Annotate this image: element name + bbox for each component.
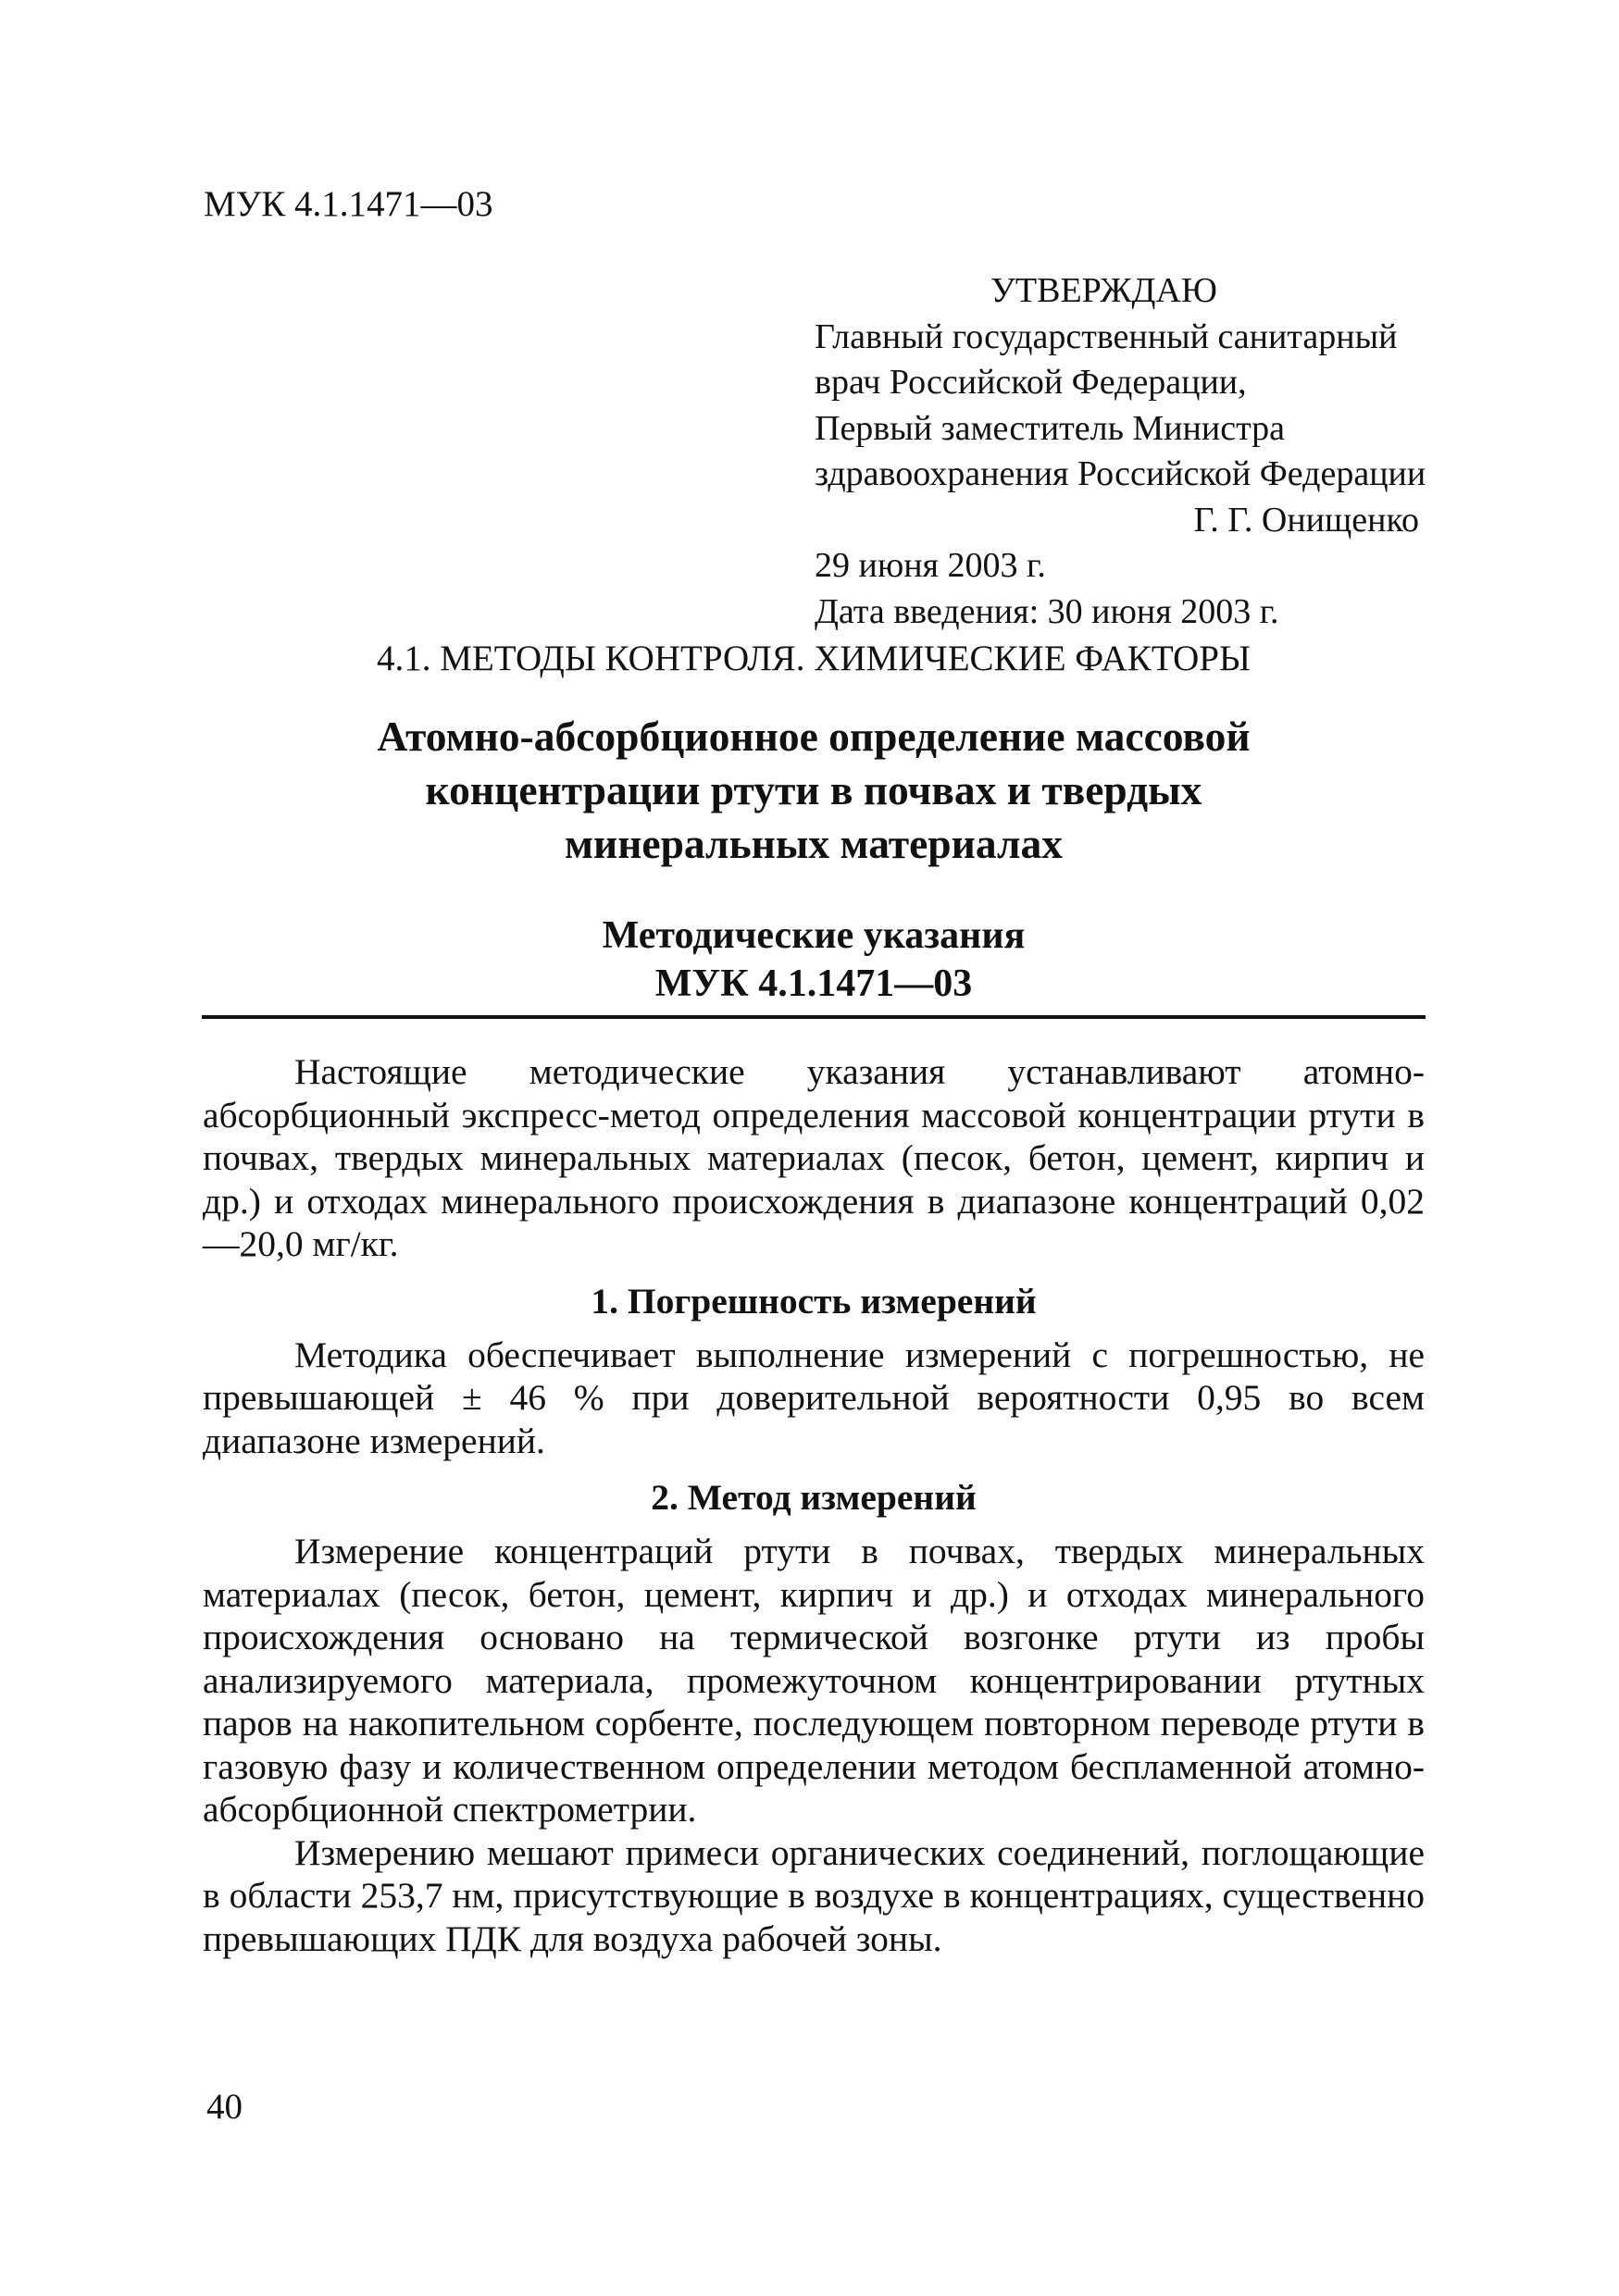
effective-date: Дата введения: 30 июня 2003 г. [815, 591, 1279, 631]
section-title-error: 1. Погрешность измерений [591, 1280, 1037, 1322]
body-text [203, 1050, 1425, 1960]
title-line: концентрации ртути в почвах и твердых [425, 766, 1202, 813]
section-heading: 4.1. МЕТОДЫ КОНТРОЛЯ. ХИМИЧЕСКИЕ ФАКТОРЫ [377, 639, 1251, 678]
approval-line: Главный государственный санитарный [815, 316, 1398, 356]
subtitle-line: Методические указания [602, 914, 1026, 957]
approver-name: Г. Г. Онищенко [1193, 500, 1419, 540]
approval-block [815, 268, 1463, 635]
intro-paragraph: Настоящие методические указания устанавливают атомно-абсорбционный экспресс-метод определения массовой концентрации ртути в почвах, твердых минеральных материалах (песок, бетон, цемент, кирпич и др.) и отходах минерального происхождения в диапазоне концентраций 0,02—20,0 мг/кг. [203, 1051, 1425, 1264]
title-line: минеральных материалах [564, 820, 1064, 867]
paragraph-interference: Измерению мешают примеси органических соединений, поглощающие в области 253,7 нм, присутствующие в воздухе в концентрациях, существенно превышающих ПДК для воздуха рабочей зоны. [203, 1831, 1425, 1959]
title-divider [202, 1015, 1426, 1019]
approval-date: 29 июня 2003 г. [815, 546, 1046, 585]
section-title-method: 2. Метод измерений [651, 1477, 977, 1518]
title-line: Атомно-абсорбционное определение массовой [377, 713, 1251, 760]
document-code: МУК 4.1.1471—03 [204, 184, 493, 224]
approval-line: здравоохранения Российской Федерации [815, 454, 1426, 493]
document-title [204, 710, 1424, 871]
approval-line: Первый заместитель Министра [815, 408, 1286, 448]
paragraph-error: Методика обеспечивает выполнение измерений с погрешностью, не превышающей ± 46 % при доверительной вероятности 0,95 во всем диапазоне измерений. [203, 1334, 1425, 1461]
page-number: 40 [206, 2087, 243, 2127]
paragraph-method: Измерение концентраций ртути в почвах, твердых минеральных материалах (песок, бетон, цемент, кирпич и др.) и отходах минерального происхождения основано на термической возгонке ртути из пробы анализируемого материала, промежуточном концентрировании ртутных паров на накопительном сорбенте, последующем повторном переводе ртути в газовую фазу и количественном определении методом беспламенной атомно-абсорбционной спектрометрии. [203, 1531, 1425, 1830]
subtitle-line: МУК 4.1.1471—03 [654, 962, 973, 1005]
approval-stamp: УТВЕРЖДАЮ [990, 271, 1217, 310]
document-subtitle [204, 912, 1424, 1008]
approval-line: врач Российской Федерации, [815, 363, 1247, 402]
